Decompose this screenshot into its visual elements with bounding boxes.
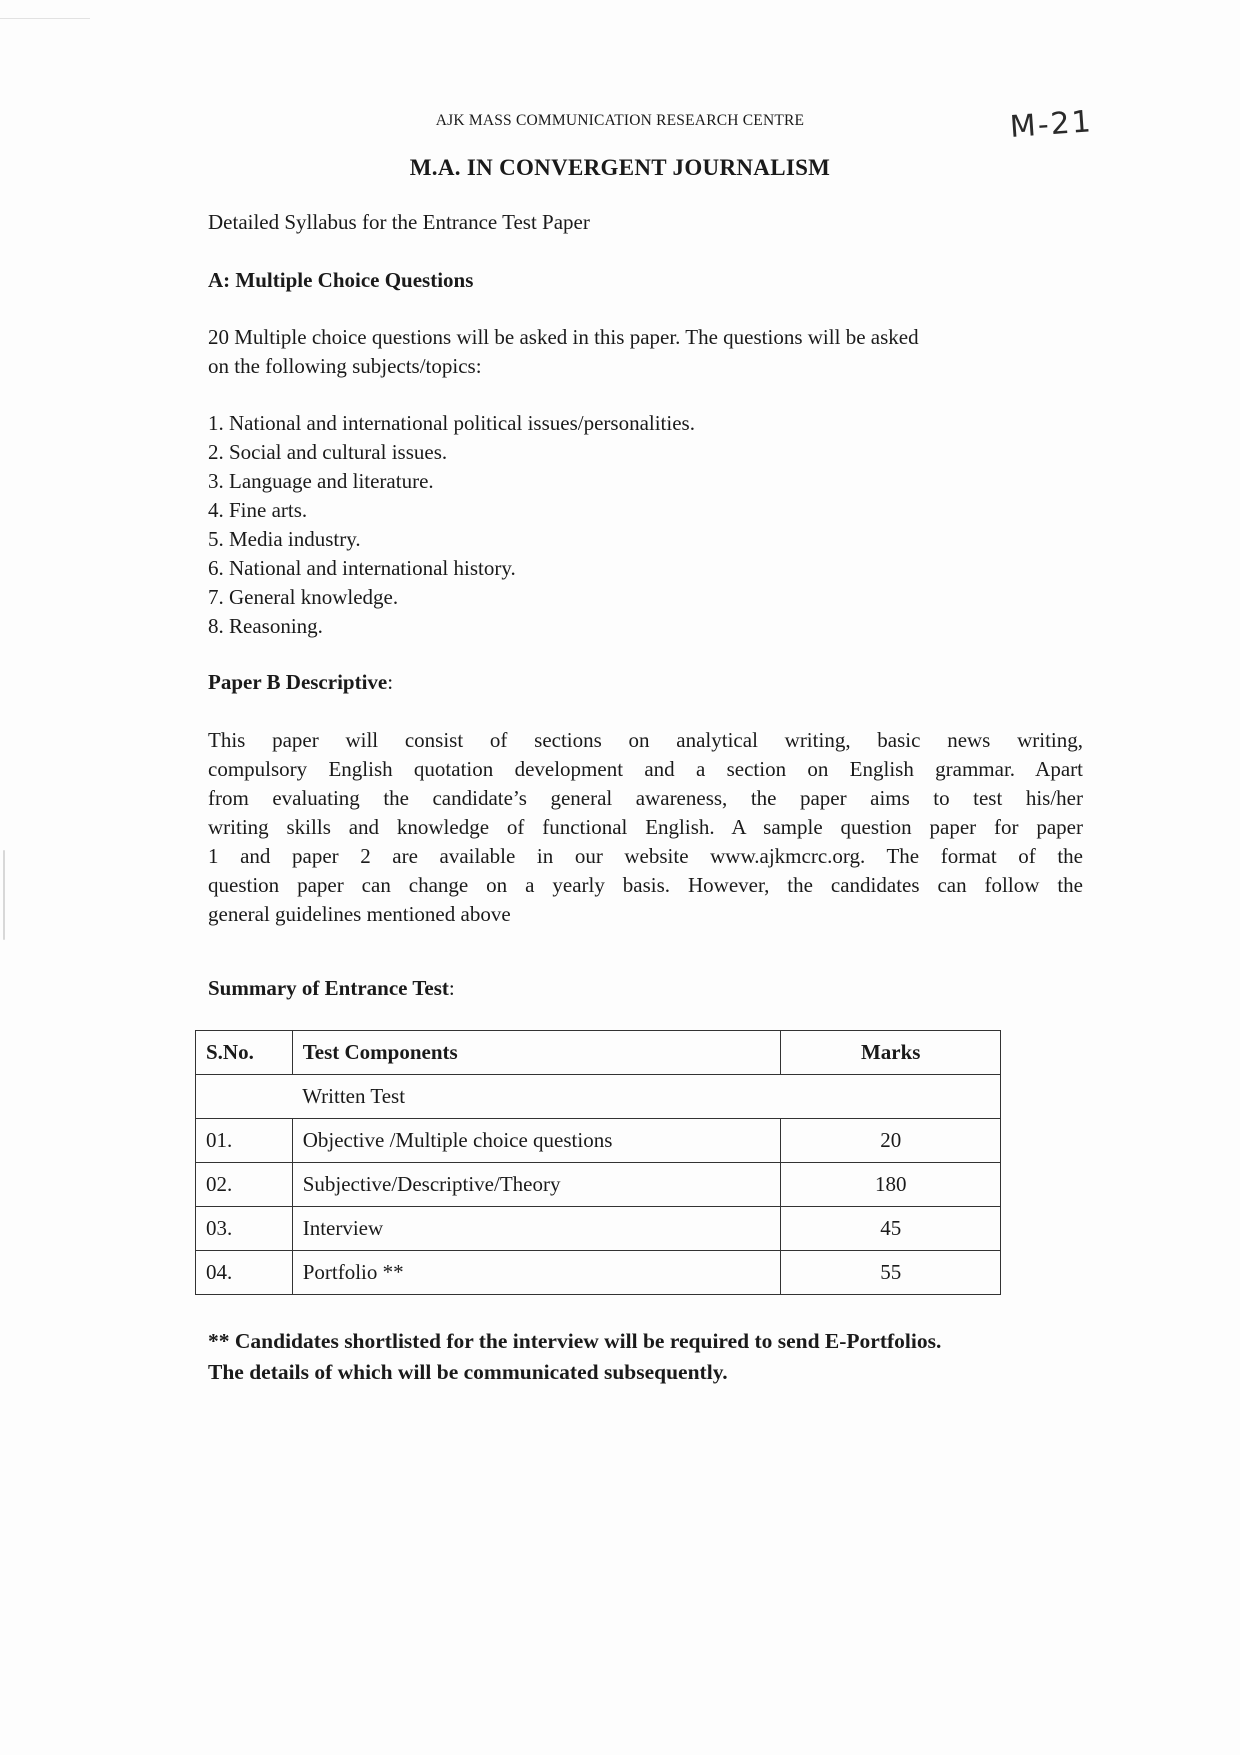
list-item: 8. Reasoning.: [208, 614, 323, 638]
program-title: M.A. IN CONVERGENT JOURNALISM: [409, 155, 831, 180]
paragraph-line: writing skills and knowledge of functional English. A sample question paper for paper: [208, 815, 1083, 839]
row-component: Subjective/Descriptive/Theory: [292, 1163, 781, 1207]
group-label: Written Test: [292, 1075, 1000, 1119]
table-row: [196, 1251, 1001, 1295]
list-item: 6. National and international history.: [208, 556, 516, 580]
footnote-line-1: ** Candidates shortlisted for the interview will be required to send E-Portfolios.: [208, 1329, 942, 1353]
section-a-line-1: 20 Multiple choice questions will be asked in this paper. The questions will be asked: [208, 325, 919, 349]
footnote-line-2: The details of which will be communicated subsequently.: [208, 1360, 728, 1384]
section-b-heading: Paper B Descriptive: [208, 670, 388, 694]
scan-mark: [0, 18, 90, 19]
summary-heading-wrapper: [208, 974, 1083, 1003]
paragraph-line: compulsory English quotation development and a section on English grammar. Apart: [208, 757, 1083, 781]
row-sno: 04.: [196, 1251, 293, 1295]
table-header-row: [196, 1031, 1001, 1075]
topics-list: [208, 409, 1083, 641]
topics-list-wrapper: [208, 409, 1083, 641]
table-row: [196, 1207, 1001, 1251]
scan-edge-mark: [3, 850, 5, 940]
row-component: Interview: [292, 1207, 781, 1251]
row-sno: 03.: [196, 1207, 293, 1251]
paragraph-line: question paper can change on a yearly basis. However, the candidates can follow the: [208, 873, 1083, 897]
row-sno: 01.: [196, 1119, 293, 1163]
list-item: 7. General knowledge.: [208, 585, 399, 609]
row-marks: 20: [781, 1119, 1001, 1163]
list-item: 2. Social and cultural issues.: [208, 440, 448, 464]
column-header-sno: S.No.: [196, 1031, 293, 1075]
table-group-row: [196, 1075, 1001, 1119]
column-header-marks: Marks: [781, 1031, 1001, 1075]
paragraph-line: This paper will consist of sections on analytical writing, basic news writing,: [208, 728, 1083, 752]
section-a-line-2: on the following subjects/topics:: [208, 354, 482, 378]
section-a-heading: A: Multiple Choice Questions: [208, 268, 474, 292]
row-marks: 180: [781, 1163, 1001, 1207]
row-sno: 02.: [196, 1163, 293, 1207]
group-empty-cell: [196, 1075, 293, 1119]
list-item: 1. National and international political issues/personalities.: [208, 411, 695, 435]
row-component: Portfolio **: [292, 1251, 781, 1295]
row-marks: 45: [781, 1207, 1001, 1251]
institution-name: AJK MASS COMMUNICATION RESEARCH CENTRE: [435, 112, 805, 129]
summary-table: [195, 1030, 1001, 1295]
paragraph-line: from evaluating the candidate’s general awareness, the paper aims to test his/her: [208, 786, 1083, 810]
row-component: Objective /Multiple choice questions: [292, 1119, 781, 1163]
column-header-components: Test Components: [292, 1031, 781, 1075]
list-item: 4. Fine arts.: [208, 498, 308, 522]
handwritten-code: M-21: [1008, 104, 1094, 145]
table-row: [196, 1163, 1001, 1207]
list-item: 5. Media industry.: [208, 527, 361, 551]
list-item: 3. Language and literature.: [208, 469, 434, 493]
row-marks: 55: [781, 1251, 1001, 1295]
section-b-heading-wrapper: [208, 668, 1083, 697]
paragraph-line: 1 and paper 2 are available in our website www.ajkmcrc.org. The format of the: [208, 844, 1083, 868]
footnote: [208, 1326, 1088, 1388]
section-b-heading-colon: :: [387, 670, 394, 694]
section-a-description: [208, 323, 1083, 381]
summary-heading: Summary of Entrance Test: [208, 976, 449, 1000]
paragraph-line: general guidelines mentioned above: [208, 902, 511, 926]
table-row: [196, 1119, 1001, 1163]
summary-heading-colon: :: [448, 976, 455, 1000]
section-b-paragraph: [208, 726, 1083, 929]
intro-text: Detailed Syllabus for the Entrance Test Paper: [208, 210, 590, 234]
